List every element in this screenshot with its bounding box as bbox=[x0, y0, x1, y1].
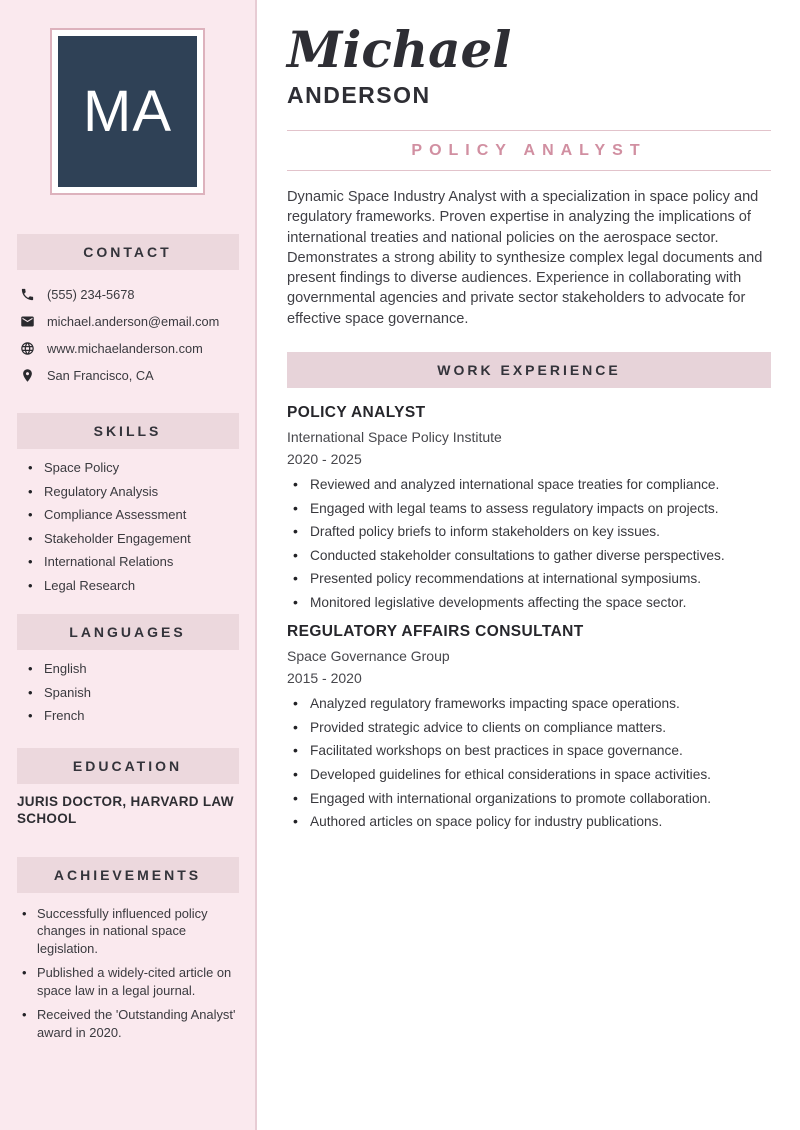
skill-item: • International Relations bbox=[28, 555, 255, 569]
job-bullet: • Engaged with legal teams to assess regulatory impacts on projects. bbox=[293, 502, 771, 516]
job-bullet: • Facilitated workshops on best practices in space governance. bbox=[293, 744, 771, 758]
job-dates: 2020 - 2025 bbox=[287, 451, 362, 468]
education-degree: JURIS DOCTOR, HARVARD LAW SCHOOL bbox=[17, 793, 234, 826]
contact-section-header bbox=[17, 234, 239, 270]
achievement-item: • Published a widely-cited article on space law in a legal journal. bbox=[22, 964, 241, 999]
sidebar bbox=[0, 0, 257, 1130]
work-experience-title: WORK EXPERIENCE bbox=[437, 362, 621, 379]
job-bullet: • Drafted policy briefs to inform stakeholders on key issues. bbox=[293, 525, 771, 539]
contact-location: San Francisco, CA bbox=[47, 367, 154, 383]
contact-row-website bbox=[20, 339, 255, 357]
achievements-list bbox=[22, 905, 241, 1042]
globe-icon bbox=[20, 341, 35, 356]
job-company: Space Governance Group bbox=[287, 648, 450, 665]
achievement-item: • Received the 'Outstanding Analyst' award in 2020. bbox=[22, 1006, 241, 1041]
languages-section-header bbox=[17, 614, 239, 650]
job-bullet: • Provided strategic advice to clients on compliance matters. bbox=[293, 721, 771, 735]
achievements-section-title: ACHIEVEMENTS bbox=[53, 866, 202, 883]
job-bullet: • Presented policy recommendations at international symposiums. bbox=[293, 572, 771, 586]
job-bullet: • Developed guidelines for ethical considerations in space activities. bbox=[293, 768, 771, 782]
skill-item: • Space Policy bbox=[28, 461, 255, 475]
language-item: • English bbox=[28, 662, 255, 676]
job-title-heading: POLICY ANALYST bbox=[411, 142, 647, 159]
job-bullet: • Authored articles on space policy for industry publications. bbox=[293, 815, 771, 829]
job-company: International Space Policy Institute bbox=[287, 429, 502, 446]
monogram-box bbox=[58, 36, 197, 187]
skill-item: • Regulatory Analysis bbox=[28, 485, 255, 499]
work-experience-header bbox=[287, 352, 771, 388]
job-title: POLICY ANALYST bbox=[287, 404, 426, 422]
job-bullet: • Monitored legislative developments affecting the space sector. bbox=[293, 596, 771, 610]
job-dates: 2015 - 2020 bbox=[287, 670, 362, 687]
contact-website: www.michaelanderson.com bbox=[47, 340, 203, 356]
job-entry-policy-analyst bbox=[287, 404, 771, 610]
contact-row-phone bbox=[20, 285, 255, 303]
contact-list bbox=[20, 285, 255, 384]
languages-list bbox=[28, 662, 255, 723]
education-section-title: EDUCATION bbox=[72, 757, 183, 774]
languages-section-title: LANGUAGES bbox=[69, 624, 186, 640]
skills-section-header bbox=[17, 413, 239, 449]
job-entry-regulatory-affairs-consultant bbox=[287, 623, 771, 829]
contact-row-email bbox=[20, 312, 255, 330]
contact-email: michael.anderson@email.com bbox=[47, 313, 220, 329]
main-content bbox=[257, 0, 800, 1130]
title-divider-bottom bbox=[287, 170, 771, 171]
job-title: REGULATORY AFFAIRS CONSULTANT bbox=[287, 623, 584, 641]
achievements-section-header bbox=[17, 857, 239, 893]
skills-section-title: SKILLS bbox=[93, 423, 162, 439]
skills-list bbox=[28, 461, 255, 592]
job-bullet-list bbox=[293, 697, 771, 829]
contact-phone: (555) 234-5678 bbox=[47, 286, 135, 302]
job-bullet: • Conducted stakeholder consultations to gather diverse perspectives. bbox=[293, 549, 771, 563]
monogram-initials: MA bbox=[83, 78, 172, 144]
skill-item: • Compliance Assessment bbox=[28, 508, 255, 522]
profile-photo-frame bbox=[50, 28, 205, 195]
envelope-icon bbox=[20, 314, 35, 329]
location-pin-icon bbox=[20, 368, 35, 383]
last-name: ANDERSON bbox=[287, 82, 431, 108]
phone-icon bbox=[20, 287, 35, 302]
achievement-item: • Successfully influenced policy changes in national space legislation. bbox=[22, 905, 241, 958]
language-item: • Spanish bbox=[28, 686, 255, 700]
job-bullet: • Reviewed and analyzed international space treaties for compliance. bbox=[293, 478, 771, 492]
contact-row-location bbox=[20, 366, 255, 384]
job-bullet-list bbox=[293, 478, 771, 610]
contact-section-title: CONTACT bbox=[83, 244, 172, 260]
language-item: • French bbox=[28, 709, 255, 723]
education-section-header bbox=[17, 748, 239, 784]
skill-item: • Legal Research bbox=[28, 579, 255, 593]
job-bullet: • Analyzed regulatory frameworks impacting space operations. bbox=[293, 697, 771, 711]
skill-item: • Stakeholder Engagement bbox=[28, 532, 255, 546]
first-name: Michael bbox=[287, 20, 512, 79]
professional-summary: Dynamic Space Industry Analyst with a specialization in space policy and regulatory frameworks. Proven expertise in analyzing the implications of international treaties and national policies on the aerospace sector. Demonstrates a strong ability to synthesize complex legal documents and present findings to diverse audiences. Experience in collaborating with governmental agencies and private sector stakeholders to advocate for effective space governance. bbox=[287, 189, 763, 327]
job-bullet: • Engaged with international organizations to promote collaboration. bbox=[293, 792, 771, 806]
